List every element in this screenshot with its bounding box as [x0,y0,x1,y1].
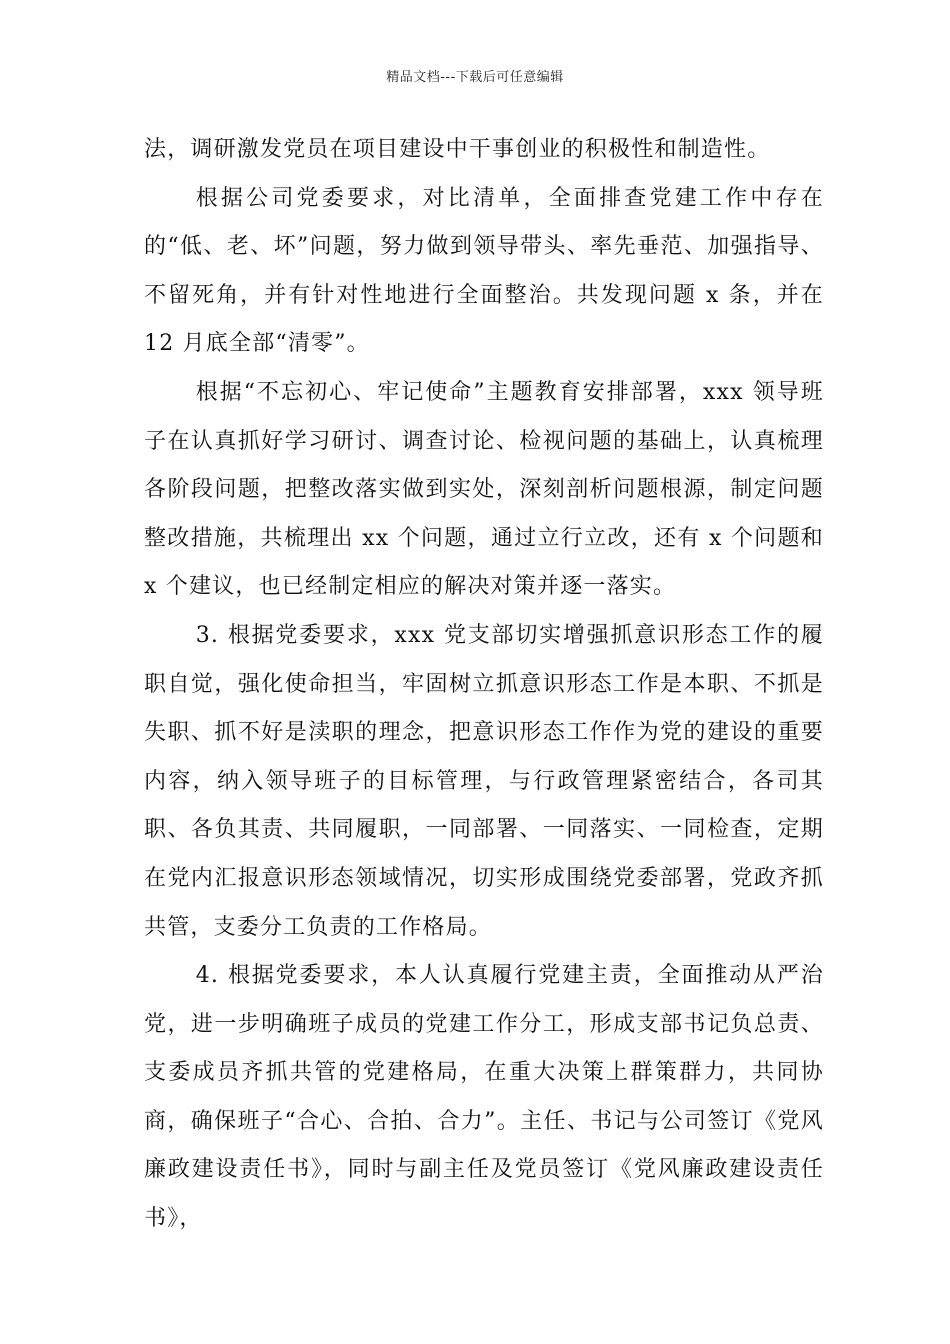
page-header: 精品文档---下载后可任意编辑 [386,70,564,85]
paragraph-4: 3. 根据党委要求，xxx 党支部切实增强抓意识形态工作的履职自觉，强化使命担当，牢固树立抓意识形态工作是本职、不抓是失职、抓不好是渎职的理念，把意识形态工作作为党的建设的重要内容，纳入领导班子的目标管理，与行政管理紧密结合，各司其职、各负其责、共同履职，一同部署、一同落实、一同检查，定期在党内汇报意识形态领域情况，切实形成围绕党委部署，党政齐抓共管，支委分工负责的工作格局。 [144,622,824,940]
paragraph-2: 根据公司党委要求，对比清单，全面排查党建工作中存在的“低、老、坏”问题，努力做到领导带头、率先垂范、加强指导、不留死角，并有针对性地进行全面整治。共发现问题 x 条，并在 12 月底全部“清零”。 [144,185,824,357]
paragraph-3: 根据“不忘初心、牢记使命”主题教育安排部署，xxx 领导班子在认真抓好学习研讨、调查讨论、检视问题的基础上，认真梳理各阶段问题，把整改落实做到实处，深刻剖析问题根源，制定问题整改措施，共梳理出 xx 个问题，通过立行立改，还有 x 个问题和 x 个建议，也已经制定相应的解决对策并逐一落实。 [144,379,824,600]
paragraph-5: 4. 根据党委要求，本人认真履行党建主责，全面推动从严治党，进一步明确班子成员的党建工作分工，形成支部书记负总责、支委成员齐抓共管的党建格局，在重大决策上群策群力，共同协商，确保班子“合心、合拍、合力”。主任、书记与公司签订《党风廉政建设责任书》，同时与副主任及党员签订《党风廉政建设责任书》， [144,963,824,1232]
document-body [144,126,824,1244]
paragraph-1: 法，调研激发党员在项目建设中干事创业的积极性和制造性。 [144,137,771,162]
